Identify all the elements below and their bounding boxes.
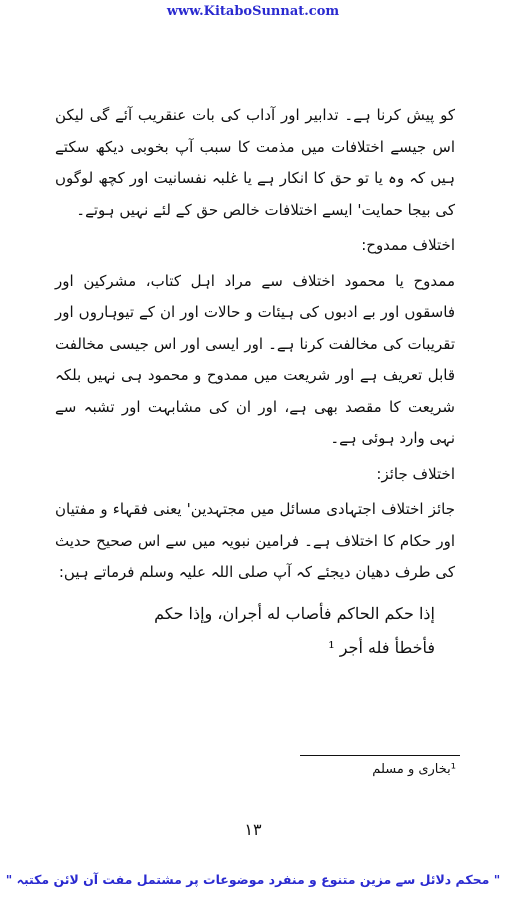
- paragraph-3: جائز اختلاف اجتہادی مسائل میں مجتہدین' یعنی فقہاء و مفتیان اور حکام کا اختلاف ہے۔ فرامین نبویہ میں سے اس صحیح حدیث کی طرف دھیان دیجئے کہ آپ صلی اللہ علیہ وسلم فرماتے ہیں:: [55, 500, 455, 581]
- footnote-divider: [300, 755, 460, 756]
- page-body: [55, 100, 455, 665]
- paragraph-2: ممدوح یا محمود اختلاف سے مراد اہل کتاب، مشرکین اور فاسقوں اور بے ادبوں کی ہیئات و حالات اور ان کے تیوہاروں اور تقریبات کی مخالفت کرنا ہے۔ اور ایسی اور اس جیسی مخالفت قابل تعریف ہے اور شریعت میں ممدوح و محمود ہی نہیں بلکہ شریعت کا مقصد بھی ہے، اور ان کی مشابہت اور تشبہ سے نہی وارد ہوئی ہے۔: [55, 271, 455, 447]
- hadith-quote: [55, 597, 435, 665]
- page-number: ۱۳: [244, 820, 262, 839]
- hadith-quote-line-1: إذا حكم الحاكم فأصاب له أجران، وإذا حكم: [154, 603, 435, 623]
- hadith-quote-line-2: فأخطأ فله أجر ¹: [328, 637, 435, 657]
- paragraph-1: کو پیش کرنا ہے۔ تدابیر اور آداب کی بات عنقریب آئے گی لیکن اس جیسے اختلافات میں مذمت کا سبب آپ بخوبی دیکھ سکتے ہیں کہ وہ یا تو حق کا انکار ہے یا غلبہ نفسانیت اور کچھ لوگوں کی بیجا حمایت' ایسے اختلافات خالص حق کے لئے نہیں ہوتے۔: [55, 106, 455, 219]
- footer-promo: " محکم دلائل سے مزین متنوع و منفرد موضوعات پر مشتمل مفت آن لائن مکتبہ ": [5, 872, 501, 887]
- site-url-link[interactable]: www.KitaboSunnat.com: [166, 4, 340, 19]
- heading-permissible-disagreement: اختلاف جائز:: [376, 464, 455, 483]
- heading-commendable-disagreement: اختلاف ممدوح:: [361, 236, 455, 254]
- footnote: ¹بخاری و مسلم: [372, 762, 456, 777]
